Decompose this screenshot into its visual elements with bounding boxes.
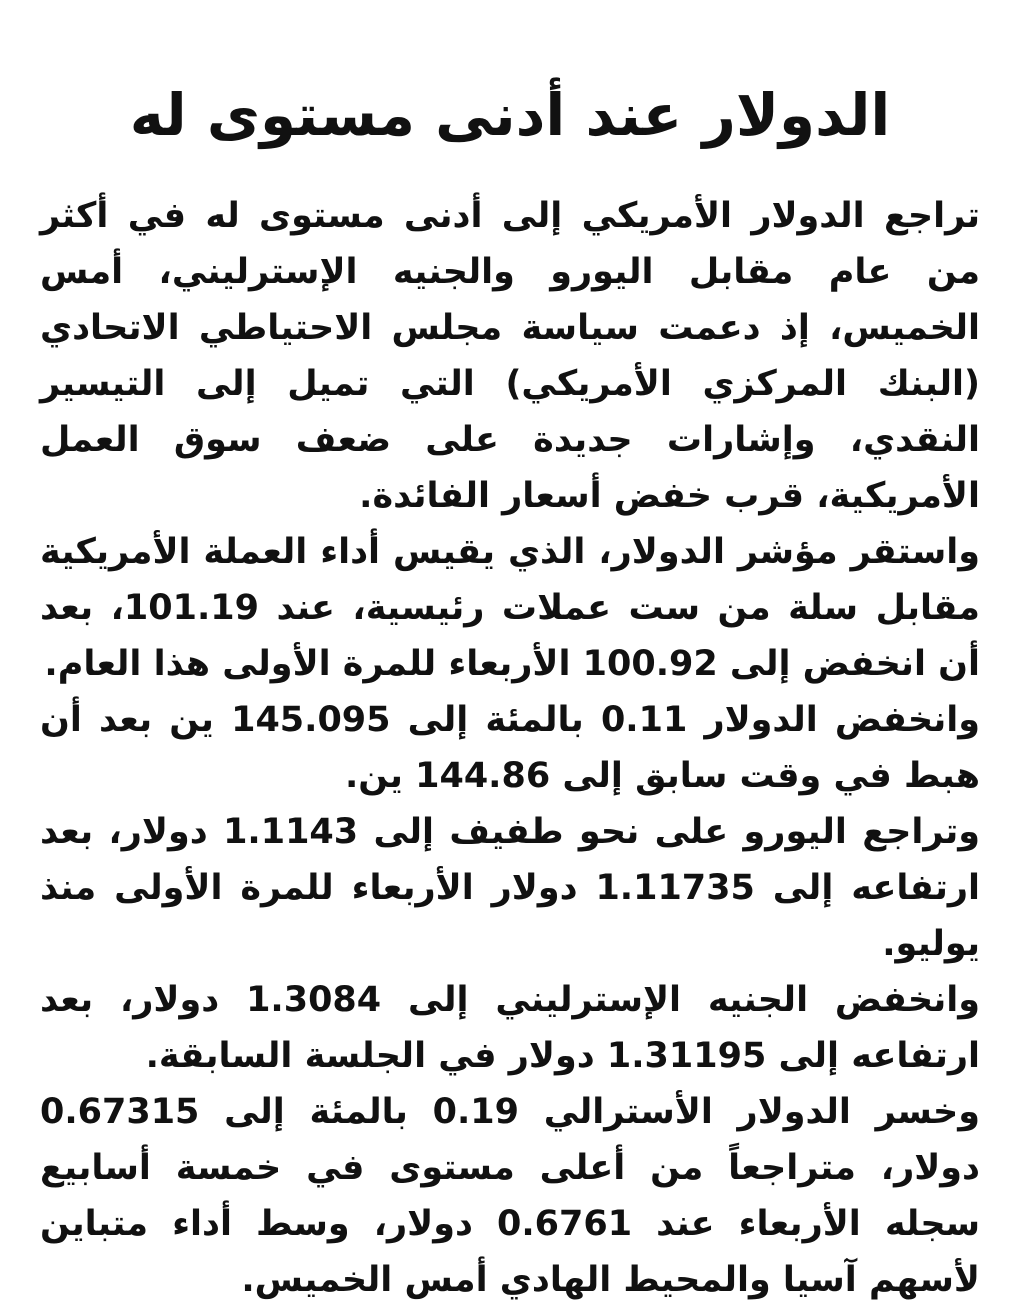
article-paragraph: تراجع الدولار الأمريكي إلى أدنى مستوى له في أكثر من عام مقابل اليورو والجنيه الإسترليني، أمس الخميس، إذ دعمت سياسة مجلس الاحتياطي الاتحادي (البنك المركزي الأمريكي) التي تميل إلى التيسير النقدي، وإشارات جديدة على ضعف سوق العمل الأمريكية، قرب خفض أسعار الفائدة. [40, 196, 980, 516]
article-paragraph: وتراجع اليورو على نحو طفيف إلى 1.1143 دولار، بعد ارتفاعه إلى 1.11735 دولار الأربعاء للمرة الأولى منذ يوليو. [40, 812, 980, 964]
article-headline: الدولار عند أدنى مستوى له [129, 81, 891, 149]
article [40, 0, 981, 1300]
article-paragraph: واستقر مؤشر الدولار، الذي يقيس أداء العملة الأمريكية مقابل سلة من ست عملات رئيسية، عند 101.19، بعد أن انخفض إلى 100.92 الأربعاء للمرة الأولى هذا العام. [40, 532, 980, 684]
article-paragraph: وانخفض الدولار 0.11 بالمئة إلى 145.095 ين بعد أن هبط في وقت سابق إلى 144.86 ين. [40, 700, 980, 796]
article-paragraph: وانخفض الجنيه الإسترليني إلى 1.3084 دولار، بعد ارتفاعه إلى 1.31195 دولار في الجلسة السابقة. [40, 980, 980, 1076]
article-paragraph: وخسر الدولار الأسترالي 0.19 بالمئة إلى 0.67315 دولار، متراجعاً من أعلى مستوى في خمسة أسابيع سجله الأربعاء عند 0.6761 دولار، وسط أداء متباين لأسهم آسيا والمحيط الهادي أمس الخميس. [40, 1092, 981, 1300]
article-body [40, 188, 980, 1308]
